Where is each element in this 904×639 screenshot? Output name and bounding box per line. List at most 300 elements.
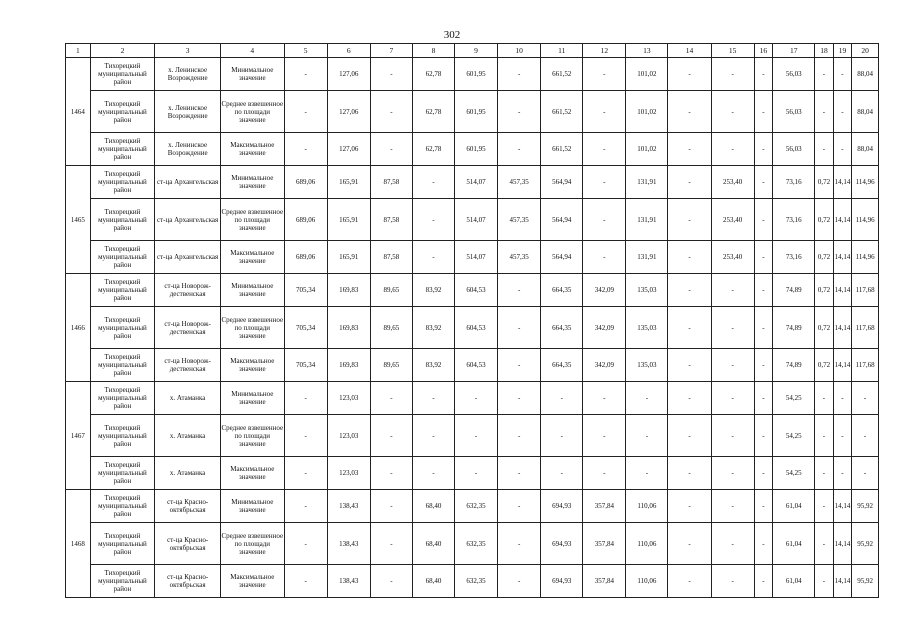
value-cell: 689,06: [284, 241, 327, 274]
value-cell: -: [412, 415, 454, 457]
value-cell: -: [754, 199, 772, 241]
value-cell: -: [541, 457, 583, 490]
value-cell: -: [284, 457, 327, 490]
column-header: 3: [155, 44, 221, 58]
table-row: [66, 58, 879, 91]
value-cell: -: [815, 382, 833, 415]
value-cell: -: [583, 58, 626, 91]
table-row: [66, 349, 879, 382]
value-cell: 14,14: [833, 523, 851, 565]
value-cell: -: [370, 58, 412, 91]
value-cell: -: [370, 133, 412, 166]
value-cell: -: [370, 523, 412, 565]
value-cell: 0,72: [815, 349, 833, 382]
value-cell: 705,34: [284, 349, 327, 382]
value-cell: 601,95: [454, 91, 497, 133]
value-cell: -: [833, 457, 851, 490]
settlement-cell: ст-ца Красно-октябрьская: [155, 523, 221, 565]
value-type-cell: Минимальное значение: [220, 166, 284, 199]
value-cell: 131,91: [626, 241, 668, 274]
value-cell: -: [711, 490, 754, 523]
value-cell: -: [815, 565, 833, 598]
column-header: 19: [833, 44, 851, 58]
value-cell: -: [815, 415, 833, 457]
value-cell: -: [626, 415, 668, 457]
value-cell: -: [412, 457, 454, 490]
value-cell: 169,83: [327, 274, 370, 307]
value-type-cell: Максимальное значение: [220, 565, 284, 598]
header-row: [66, 44, 879, 58]
row-number-cell: 1468: [66, 490, 91, 598]
value-cell: -: [498, 523, 541, 565]
value-cell: 68,40: [412, 523, 454, 565]
column-header: 13: [626, 44, 668, 58]
district-cell: Тихорецкий муниципальный район: [90, 349, 155, 382]
value-cell: 114,96: [852, 241, 879, 274]
value-cell: 14,14: [833, 274, 851, 307]
table-row: [66, 199, 879, 241]
district-cell: Тихорецкий муниципальный район: [90, 565, 155, 598]
table-row: [66, 307, 879, 349]
value-cell: -: [454, 382, 497, 415]
column-header: 14: [668, 44, 711, 58]
value-cell: 88,04: [852, 58, 879, 91]
table-row: [66, 166, 879, 199]
value-type-cell: Максимальное значение: [220, 241, 284, 274]
column-header: 15: [711, 44, 754, 58]
value-cell: 694,93: [541, 490, 583, 523]
value-cell: 357,84: [583, 565, 626, 598]
value-cell: -: [852, 382, 879, 415]
value-cell: 138,43: [327, 490, 370, 523]
value-cell: 664,35: [541, 274, 583, 307]
value-cell: 61,04: [773, 490, 815, 523]
value-cell: 73,16: [773, 199, 815, 241]
value-cell: -: [668, 241, 711, 274]
value-cell: -: [498, 382, 541, 415]
district-cell: Тихорецкий муниципальный район: [90, 307, 155, 349]
value-cell: 61,04: [773, 565, 815, 598]
value-cell: -: [498, 307, 541, 349]
value-cell: 342,09: [583, 349, 626, 382]
value-cell: -: [754, 457, 772, 490]
value-cell: -: [815, 523, 833, 565]
value-cell: -: [833, 382, 851, 415]
value-cell: -: [833, 58, 851, 91]
value-type-cell: Среднее взвешенное по площади значение: [220, 199, 284, 241]
value-cell: 127,06: [327, 91, 370, 133]
value-cell: 74,89: [773, 349, 815, 382]
value-cell: -: [711, 415, 754, 457]
page-number: 302: [443, 29, 461, 41]
settlement-cell: ст-ца Архангельская: [155, 166, 221, 199]
value-cell: -: [412, 382, 454, 415]
value-cell: -: [370, 415, 412, 457]
value-cell: 114,96: [852, 199, 879, 241]
value-cell: 14,14: [833, 199, 851, 241]
table-row: [66, 490, 879, 523]
value-cell: -: [711, 91, 754, 133]
value-cell: -: [583, 166, 626, 199]
value-cell: -: [711, 58, 754, 91]
value-cell: -: [284, 58, 327, 91]
column-header: 17: [773, 44, 815, 58]
value-cell: -: [370, 457, 412, 490]
value-cell: -: [284, 415, 327, 457]
value-cell: -: [668, 307, 711, 349]
value-cell: 632,35: [454, 565, 497, 598]
value-cell: 14,14: [833, 490, 851, 523]
value-cell: -: [583, 133, 626, 166]
column-header: 11: [541, 44, 583, 58]
column-header: 18: [815, 44, 833, 58]
value-cell: -: [498, 91, 541, 133]
district-cell: Тихорецкий муниципальный район: [90, 241, 155, 274]
value-cell: 114,96: [852, 166, 879, 199]
value-cell: -: [626, 457, 668, 490]
value-cell: 95,92: [852, 490, 879, 523]
value-cell: -: [284, 490, 327, 523]
value-cell: 457,35: [498, 199, 541, 241]
value-cell: 564,94: [541, 166, 583, 199]
value-cell: 95,92: [852, 565, 879, 598]
value-cell: 632,35: [454, 490, 497, 523]
value-cell: -: [668, 133, 711, 166]
value-cell: -: [541, 382, 583, 415]
value-cell: 0,72: [815, 241, 833, 274]
district-cell: Тихорецкий муниципальный район: [90, 382, 155, 415]
value-cell: 601,95: [454, 133, 497, 166]
value-cell: -: [754, 274, 772, 307]
column-header: 8: [412, 44, 454, 58]
value-cell: 564,94: [541, 199, 583, 241]
value-cell: 165,91: [327, 166, 370, 199]
value-cell: -: [626, 382, 668, 415]
value-cell: 165,91: [327, 241, 370, 274]
value-cell: -: [833, 415, 851, 457]
settlement-cell: х. Атаманка: [155, 382, 221, 415]
value-type-cell: Минимальное значение: [220, 490, 284, 523]
value-cell: -: [284, 565, 327, 598]
value-cell: 110,06: [626, 523, 668, 565]
column-header: 9: [454, 44, 497, 58]
column-header: 20: [852, 44, 879, 58]
value-cell: -: [668, 349, 711, 382]
value-cell: -: [498, 349, 541, 382]
value-cell: 632,35: [454, 523, 497, 565]
value-cell: -: [498, 133, 541, 166]
value-cell: 131,91: [626, 166, 668, 199]
value-cell: -: [833, 91, 851, 133]
value-cell: -: [711, 133, 754, 166]
value-cell: -: [815, 133, 833, 166]
value-cell: 457,35: [498, 241, 541, 274]
table-row: [66, 565, 879, 598]
column-header: 12: [583, 44, 626, 58]
value-type-cell: Минимальное значение: [220, 274, 284, 307]
value-cell: 253,40: [711, 166, 754, 199]
value-cell: -: [284, 523, 327, 565]
value-cell: -: [583, 457, 626, 490]
table-row: [66, 274, 879, 307]
value-cell: 131,91: [626, 199, 668, 241]
value-cell: 89,65: [370, 349, 412, 382]
value-cell: 123,03: [327, 382, 370, 415]
value-cell: -: [754, 523, 772, 565]
value-cell: 88,04: [852, 133, 879, 166]
table-row: [66, 415, 879, 457]
value-cell: 117,68: [852, 274, 879, 307]
value-cell: -: [754, 58, 772, 91]
value-cell: 123,03: [327, 415, 370, 457]
value-cell: -: [754, 415, 772, 457]
column-header: 7: [370, 44, 412, 58]
value-cell: 604,53: [454, 307, 497, 349]
value-cell: 101,02: [626, 58, 668, 91]
value-cell: 123,03: [327, 457, 370, 490]
value-cell: -: [284, 382, 327, 415]
value-cell: -: [668, 274, 711, 307]
value-cell: -: [498, 490, 541, 523]
district-cell: Тихорецкий муниципальный район: [90, 166, 155, 199]
value-cell: 601,95: [454, 58, 497, 91]
value-cell: -: [668, 565, 711, 598]
value-cell: 0,72: [815, 307, 833, 349]
value-cell: -: [711, 382, 754, 415]
value-cell: 14,14: [833, 565, 851, 598]
value-cell: -: [711, 307, 754, 349]
value-cell: 357,84: [583, 490, 626, 523]
value-cell: -: [583, 199, 626, 241]
value-cell: 135,03: [626, 307, 668, 349]
district-cell: Тихорецкий муниципальный район: [90, 199, 155, 241]
value-cell: 56,03: [773, 133, 815, 166]
value-cell: 514,07: [454, 199, 497, 241]
value-cell: -: [711, 349, 754, 382]
value-cell: 664,35: [541, 307, 583, 349]
value-cell: 138,43: [327, 565, 370, 598]
value-cell: -: [668, 415, 711, 457]
value-cell: -: [754, 349, 772, 382]
settlement-cell: ст-ца Архангельская: [155, 199, 221, 241]
value-cell: 56,03: [773, 91, 815, 133]
value-cell: 73,16: [773, 166, 815, 199]
settlement-cell: ст-ца Красно-октябрьская: [155, 565, 221, 598]
settlement-cell: х. Атаманка: [155, 415, 221, 457]
value-cell: 342,09: [583, 307, 626, 349]
value-cell: 135,03: [626, 274, 668, 307]
value-cell: -: [754, 166, 772, 199]
value-type-cell: Максимальное значение: [220, 349, 284, 382]
value-cell: 110,06: [626, 565, 668, 598]
value-cell: 661,52: [541, 133, 583, 166]
column-header: 16: [754, 44, 772, 58]
table-row: [66, 382, 879, 415]
value-cell: -: [284, 133, 327, 166]
value-cell: -: [412, 241, 454, 274]
value-cell: -: [412, 199, 454, 241]
value-cell: -: [284, 91, 327, 133]
value-cell: -: [754, 241, 772, 274]
value-cell: -: [754, 382, 772, 415]
value-cell: 0,72: [815, 199, 833, 241]
value-cell: 62,78: [412, 91, 454, 133]
value-cell: 14,14: [833, 241, 851, 274]
value-cell: 74,89: [773, 307, 815, 349]
settlement-cell: х. Ленинское Возрождение: [155, 58, 221, 91]
value-type-cell: Среднее взвешенное по площади значение: [220, 307, 284, 349]
value-cell: 253,40: [711, 199, 754, 241]
column-header: 2: [90, 44, 155, 58]
value-cell: -: [370, 490, 412, 523]
district-cell: Тихорецкий муниципальный район: [90, 274, 155, 307]
value-cell: 56,03: [773, 58, 815, 91]
value-cell: -: [370, 565, 412, 598]
value-cell: 83,92: [412, 274, 454, 307]
value-type-cell: Среднее взвешенное по площади значение: [220, 415, 284, 457]
value-cell: 68,40: [412, 490, 454, 523]
value-cell: -: [668, 382, 711, 415]
settlement-cell: ст-ца Новорож-дественская: [155, 307, 221, 349]
value-cell: -: [815, 490, 833, 523]
value-cell: -: [668, 457, 711, 490]
value-cell: -: [370, 91, 412, 133]
value-cell: -: [583, 241, 626, 274]
value-cell: -: [498, 274, 541, 307]
district-cell: Тихорецкий муниципальный район: [90, 415, 155, 457]
value-cell: 62,78: [412, 58, 454, 91]
value-type-cell: Минимальное значение: [220, 58, 284, 91]
table-row: [66, 523, 879, 565]
value-cell: 83,92: [412, 307, 454, 349]
data-table: [65, 43, 879, 598]
value-cell: 83,92: [412, 349, 454, 382]
settlement-cell: х. Ленинское Возрождение: [155, 91, 221, 133]
value-cell: -: [370, 382, 412, 415]
value-cell: 95,92: [852, 523, 879, 565]
value-cell: -: [852, 457, 879, 490]
value-cell: 117,68: [852, 349, 879, 382]
value-type-cell: Максимальное значение: [220, 133, 284, 166]
table-row: [66, 133, 879, 166]
table-row: [66, 457, 879, 490]
value-cell: 342,09: [583, 274, 626, 307]
value-cell: -: [668, 490, 711, 523]
value-cell: 61,04: [773, 523, 815, 565]
value-cell: 514,07: [454, 241, 497, 274]
table-body: [66, 44, 879, 598]
settlement-cell: ст-ца Новорож-дественская: [155, 349, 221, 382]
settlement-cell: х. Атаманка: [155, 457, 221, 490]
column-header: 6: [327, 44, 370, 58]
value-cell: -: [454, 415, 497, 457]
value-cell: 705,34: [284, 274, 327, 307]
row-number-cell: 1467: [66, 382, 91, 490]
value-cell: -: [711, 523, 754, 565]
value-cell: 604,53: [454, 349, 497, 382]
value-cell: -: [852, 415, 879, 457]
value-cell: -: [711, 274, 754, 307]
value-cell: -: [754, 565, 772, 598]
value-cell: 101,02: [626, 91, 668, 133]
value-cell: 68,40: [412, 565, 454, 598]
value-cell: 604,53: [454, 274, 497, 307]
value-cell: 689,06: [284, 199, 327, 241]
value-cell: 0,72: [815, 274, 833, 307]
value-cell: 705,34: [284, 307, 327, 349]
value-cell: 694,93: [541, 565, 583, 598]
value-cell: 127,06: [327, 58, 370, 91]
value-cell: 357,84: [583, 523, 626, 565]
value-cell: -: [833, 133, 851, 166]
value-cell: -: [454, 457, 497, 490]
settlement-cell: ст-ца Архангельская: [155, 241, 221, 274]
value-cell: -: [754, 91, 772, 133]
table-row: [66, 91, 879, 133]
value-cell: 14,14: [833, 349, 851, 382]
value-cell: 54,25: [773, 457, 815, 490]
value-cell: 664,35: [541, 349, 583, 382]
district-cell: Тихорецкий муниципальный район: [90, 133, 155, 166]
value-cell: -: [815, 457, 833, 490]
value-type-cell: Среднее взвешенное по площади значение: [220, 523, 284, 565]
value-cell: -: [815, 58, 833, 91]
value-cell: -: [815, 91, 833, 133]
value-cell: 165,91: [327, 199, 370, 241]
value-cell: 514,07: [454, 166, 497, 199]
district-cell: Тихорецкий муниципальный район: [90, 58, 155, 91]
column-header: 5: [284, 44, 327, 58]
district-cell: Тихорецкий муниципальный район: [90, 91, 155, 133]
row-number-cell: 1466: [66, 274, 91, 382]
value-cell: -: [711, 457, 754, 490]
value-cell: 117,68: [852, 307, 879, 349]
value-cell: 135,03: [626, 349, 668, 382]
column-header: 4: [220, 44, 284, 58]
value-type-cell: Максимальное значение: [220, 457, 284, 490]
value-cell: -: [498, 415, 541, 457]
value-type-cell: Среднее взвешенное по площади значение: [220, 91, 284, 133]
value-cell: 169,83: [327, 349, 370, 382]
value-cell: 138,43: [327, 523, 370, 565]
value-cell: 457,35: [498, 166, 541, 199]
value-cell: 661,52: [541, 58, 583, 91]
district-cell: Тихорецкий муниципальный район: [90, 457, 155, 490]
value-cell: -: [711, 565, 754, 598]
value-cell: -: [668, 58, 711, 91]
value-type-cell: Минимальное значение: [220, 382, 284, 415]
table-row: [66, 241, 879, 274]
value-cell: -: [754, 133, 772, 166]
value-cell: 169,83: [327, 307, 370, 349]
value-cell: 110,06: [626, 490, 668, 523]
district-cell: Тихорецкий муниципальный район: [90, 490, 155, 523]
value-cell: -: [541, 415, 583, 457]
row-number-cell: 1464: [66, 58, 91, 166]
value-cell: 127,06: [327, 133, 370, 166]
row-number-cell: 1465: [66, 166, 91, 274]
value-cell: -: [668, 91, 711, 133]
value-cell: 564,94: [541, 241, 583, 274]
value-cell: -: [583, 382, 626, 415]
value-cell: -: [754, 490, 772, 523]
value-cell: 62,78: [412, 133, 454, 166]
settlement-cell: х. Ленинское Возрождение: [155, 133, 221, 166]
settlement-cell: ст-ца Новорож-дественская: [155, 274, 221, 307]
column-header: 10: [498, 44, 541, 58]
column-header: 1: [66, 44, 91, 58]
value-cell: 87,58: [370, 199, 412, 241]
